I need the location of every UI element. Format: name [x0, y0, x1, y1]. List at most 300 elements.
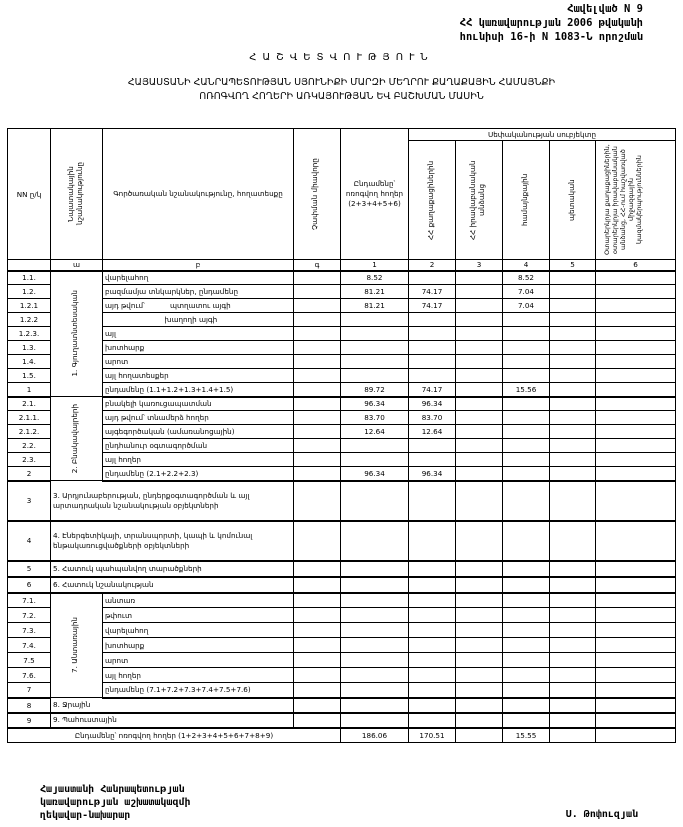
value-c5	[550, 608, 596, 623]
value-total	[341, 355, 409, 369]
table-row	[8, 425, 676, 439]
value-c3	[456, 668, 503, 683]
value-c6	[596, 593, 676, 608]
value-c5	[550, 653, 596, 668]
value-c2	[409, 453, 456, 467]
value-c3	[456, 653, 503, 668]
row-description: արոտ	[103, 653, 294, 668]
value-c5	[550, 327, 596, 341]
value-c5	[550, 397, 596, 411]
value-c5	[550, 299, 596, 313]
value-c6	[596, 341, 676, 355]
unit-cell	[294, 683, 341, 698]
table-row	[8, 411, 676, 425]
value-c6	[596, 638, 676, 653]
value-cell	[596, 521, 676, 561]
row-description: թփուտ	[103, 608, 294, 623]
value-c6	[596, 425, 676, 439]
row-description: անտառ	[103, 593, 294, 608]
value-c3	[456, 327, 503, 341]
table-row	[8, 285, 676, 299]
table-row	[8, 355, 676, 369]
row-description: ընդհանուր օգտագործման	[103, 439, 294, 453]
table-row	[8, 561, 676, 577]
row-number: 1.1.	[8, 271, 51, 285]
row-description: այլ հողեր	[103, 453, 294, 467]
value-c3	[456, 623, 503, 638]
value-c4	[503, 313, 550, 327]
unit-cell	[294, 638, 341, 653]
value-cell	[503, 698, 550, 713]
value-cell	[596, 713, 676, 728]
value-c2	[409, 327, 456, 341]
table-row	[8, 638, 676, 653]
unit-cell	[294, 369, 341, 383]
value-c3	[456, 397, 503, 411]
row-description: 4. Էներգետիկայի, տրանսպորտի, կապի և կոմունալ ենթակառուցվածքների օբյեկտների	[51, 521, 294, 561]
row-number: 7.5	[8, 653, 51, 668]
row-description: արոտ	[103, 355, 294, 369]
table-row	[8, 467, 676, 481]
unit-cell	[294, 341, 341, 355]
value-c5	[550, 383, 596, 397]
category-cell	[51, 271, 103, 397]
index-cell: 5	[550, 260, 596, 271]
row-number: 1.2.	[8, 285, 51, 299]
unit-cell	[294, 608, 341, 623]
row-number: 9	[8, 713, 51, 728]
value-c2	[409, 623, 456, 638]
value-c6	[596, 623, 676, 638]
value-c3	[456, 411, 503, 425]
value-c4	[503, 467, 550, 481]
index-cell	[8, 260, 51, 271]
value-c2	[409, 608, 456, 623]
index-cell: 3	[456, 260, 503, 271]
table-row	[8, 713, 676, 728]
index-cell: 2	[409, 260, 456, 271]
value-c3	[456, 425, 503, 439]
value-c5	[550, 341, 596, 355]
row-number: 7.4.	[8, 638, 51, 653]
value-total	[341, 369, 409, 383]
value-cell	[409, 521, 456, 561]
value-c4	[503, 683, 550, 698]
row-description: ընդամենը (1.1+1.2+1.3+1.4+1.5)	[103, 383, 294, 397]
value-c4	[503, 369, 550, 383]
document-title: ՀԱՇՎԵՏՎՈՒԹՅՈՒՆ	[249, 52, 434, 63]
value-c2	[409, 271, 456, 285]
value-c4	[503, 608, 550, 623]
value-total	[341, 327, 409, 341]
value-c2	[409, 313, 456, 327]
row-description: 8. Ջրային	[51, 698, 294, 713]
unit-cell	[294, 299, 341, 313]
table-row	[8, 521, 676, 561]
row-number: 4	[8, 521, 51, 561]
value-cell	[294, 577, 341, 593]
value-c3	[456, 453, 503, 467]
signer-name: Ս. Թոփուզյան	[565, 809, 638, 820]
category-label: 1. Գյուղատնտեսական	[69, 290, 79, 378]
value-cell	[596, 561, 676, 577]
row-description: այլ	[103, 327, 294, 341]
header-col4: համայնքային	[520, 173, 529, 227]
value-c6	[596, 327, 676, 341]
unit-cell	[294, 623, 341, 638]
row-description: ընդամենը (7.1+7.2+7.3+7.4+7.5+7.6)	[103, 683, 294, 698]
row-number: 1.2.3.	[8, 327, 51, 341]
row-description: խաղողի այգի	[103, 313, 294, 327]
value-c5	[550, 313, 596, 327]
unit-cell	[294, 593, 341, 608]
header-total: Ընդամենը՝ ոռոգվող հողեր (2+3+4+5+6)	[341, 129, 409, 260]
value-c4	[503, 668, 550, 683]
value-c3	[456, 593, 503, 608]
value-cell	[596, 577, 676, 593]
table-row	[8, 341, 676, 355]
value-c6	[596, 397, 676, 411]
row-description: վարելահող	[103, 623, 294, 638]
value-c4	[503, 638, 550, 653]
category-cell	[51, 397, 103, 481]
value-c6	[596, 467, 676, 481]
grand-total-row	[8, 728, 676, 743]
value-c5	[550, 683, 596, 698]
row-number: 1.2.1	[8, 299, 51, 313]
unit-cell	[294, 411, 341, 425]
value-c2	[409, 593, 456, 608]
annex-number: Հավելված N 9	[567, 3, 643, 15]
value-cell	[294, 561, 341, 577]
table-row	[8, 653, 676, 668]
value-total	[341, 668, 409, 683]
value-cell	[503, 561, 550, 577]
row-number: 8	[8, 698, 51, 713]
value-c4	[503, 425, 550, 439]
row-number: 7.1.	[8, 593, 51, 608]
header-description: Գործառական նշանակությունը, հողատեսքը	[103, 129, 294, 260]
table-row	[8, 397, 676, 411]
grand-total-c2: 170.51	[409, 728, 456, 743]
unit-cell	[294, 425, 341, 439]
footer-position	[40, 783, 191, 822]
header-distribution: Սեփականության սուբյեկտը	[409, 129, 676, 141]
table-row	[8, 299, 676, 313]
value-cell	[503, 713, 550, 728]
value-total: 96.34	[341, 467, 409, 481]
row-number: 6	[8, 577, 51, 593]
value-c5	[550, 623, 596, 638]
value-total	[341, 623, 409, 638]
index-cell: ա	[51, 260, 103, 271]
value-c3	[456, 608, 503, 623]
value-c3	[456, 383, 503, 397]
row-description: այգեգործական (ամառանոցային)	[103, 425, 294, 439]
row-description: խոտհարք	[103, 341, 294, 355]
value-cell	[409, 577, 456, 593]
value-cell	[341, 713, 409, 728]
value-c4	[503, 397, 550, 411]
value-cell	[341, 521, 409, 561]
unit-cell	[294, 383, 341, 397]
value-c2: 83.70	[409, 411, 456, 425]
value-cell	[456, 561, 503, 577]
row-description: 6. Հատուկ նշանակության	[51, 577, 294, 593]
table-row	[8, 271, 676, 285]
value-c4	[503, 327, 550, 341]
value-c3	[456, 439, 503, 453]
row-number: 1.4.	[8, 355, 51, 369]
unit-cell	[294, 668, 341, 683]
row-number: 2.1.	[8, 397, 51, 411]
unit-cell	[294, 453, 341, 467]
row-description: այդ թվում՝ տնամերձ հողեր	[103, 411, 294, 425]
value-c4	[503, 355, 550, 369]
subtitle-line-2: ՈՌՈԳՎՈՂ ՀՈՂԵՐԻ ԱՌԿԱՅՈՒԹՅԱՆ ԵՎ ԲԱՇԽՄԱՆ ՄԱՍԻՆ	[199, 91, 484, 102]
value-cell	[550, 713, 596, 728]
value-cell	[409, 481, 456, 521]
table-row	[8, 698, 676, 713]
value-total: 81.21	[341, 299, 409, 313]
header-col6: Օտարերկրյա քաղաքացիներին, օտարերկրյա իրավաբանական անձանց, ՀՀ-ում հաշվառված միջազգային կազմակերպություններին	[602, 144, 643, 256]
index-cell: գ	[294, 260, 341, 271]
value-c2	[409, 439, 456, 453]
index-cell: 1	[341, 260, 409, 271]
value-c4	[503, 439, 550, 453]
value-c5	[550, 355, 596, 369]
value-c4: 8.52	[503, 271, 550, 285]
value-c6	[596, 271, 676, 285]
value-c4	[503, 411, 550, 425]
value-cell	[550, 521, 596, 561]
table-row	[8, 369, 676, 383]
row-number: 1.5.	[8, 369, 51, 383]
value-c2: 74.17	[409, 383, 456, 397]
table-row	[8, 383, 676, 397]
footer-line-3: ղեկավար-նախարար	[40, 810, 131, 821]
value-total	[341, 683, 409, 698]
row-number: 7	[8, 683, 51, 698]
row-number: 2.3.	[8, 453, 51, 467]
unit-cell	[294, 439, 341, 453]
grand-total-c6	[596, 728, 676, 743]
value-c5	[550, 453, 596, 467]
row-description: այլ հողեր	[103, 668, 294, 683]
value-c2: 74.17	[409, 299, 456, 313]
value-total: 81.21	[341, 285, 409, 299]
value-c2: 74.17	[409, 285, 456, 299]
row-number: 5	[8, 561, 51, 577]
value-cell	[503, 481, 550, 521]
grand-total-c5	[550, 728, 596, 743]
value-c6	[596, 313, 676, 327]
value-c3	[456, 467, 503, 481]
value-cell	[341, 698, 409, 713]
value-c2	[409, 653, 456, 668]
value-c6	[596, 608, 676, 623]
value-c3	[456, 271, 503, 285]
unit-cell	[294, 467, 341, 481]
value-c2	[409, 369, 456, 383]
value-c4	[503, 593, 550, 608]
index-cell: բ	[103, 260, 294, 271]
value-c6	[596, 683, 676, 698]
value-total	[341, 593, 409, 608]
row-description: բազմամյա տնկարկներ, ընդամենը	[103, 285, 294, 299]
value-c5	[550, 439, 596, 453]
value-c6	[596, 355, 676, 369]
value-cell	[456, 521, 503, 561]
table-row	[8, 623, 676, 638]
value-total	[341, 453, 409, 467]
value-c3	[456, 638, 503, 653]
value-c5	[550, 271, 596, 285]
table-row	[8, 439, 676, 453]
value-c3	[456, 313, 503, 327]
row-description: ընդամենը (2.1+2.2+2.3)	[103, 467, 294, 481]
value-c4: 7.04	[503, 285, 550, 299]
annex-decision: հունիսի 16-ի N 1083-Ն որոշման	[459, 31, 643, 43]
row-description: բնակելի կառուցապատման	[103, 397, 294, 411]
value-cell	[596, 481, 676, 521]
header-category: Նպատակային նշանակությունը	[65, 162, 84, 226]
row-description: 9. Պահուստային	[51, 713, 294, 728]
header-nn: NN ը/կ	[8, 129, 51, 260]
footer-line-2: կառավարության աշխատակազմի	[40, 797, 191, 808]
row-number: 1	[8, 383, 51, 397]
value-c5	[550, 593, 596, 608]
table-row	[8, 313, 676, 327]
row-number: 2.2.	[8, 439, 51, 453]
value-c4	[503, 653, 550, 668]
value-c5	[550, 411, 596, 425]
value-cell	[550, 561, 596, 577]
row-number: 2	[8, 467, 51, 481]
table-row	[8, 593, 676, 608]
header-col2: ՀՀ քաղաքացիներին	[426, 160, 435, 240]
row-number: 3	[8, 481, 51, 521]
value-c6	[596, 453, 676, 467]
index-cell: 6	[596, 260, 676, 271]
value-c6	[596, 285, 676, 299]
row-description: վարելահող	[103, 271, 294, 285]
row-description: այլ հողատեսքեր	[103, 369, 294, 383]
row-number: 2.1.2.	[8, 425, 51, 439]
value-c4	[503, 623, 550, 638]
value-cell	[456, 698, 503, 713]
value-c6	[596, 299, 676, 313]
value-total: 96.34	[341, 397, 409, 411]
value-c5	[550, 467, 596, 481]
value-c6	[596, 439, 676, 453]
value-c6	[596, 369, 676, 383]
value-cell	[341, 577, 409, 593]
value-total	[341, 608, 409, 623]
value-total	[341, 653, 409, 668]
value-c3	[456, 285, 503, 299]
value-total	[341, 341, 409, 355]
value-cell	[294, 698, 341, 713]
value-c2: 96.34	[409, 467, 456, 481]
value-c2	[409, 638, 456, 653]
value-cell	[503, 521, 550, 561]
value-c2	[409, 668, 456, 683]
value-c2: 96.34	[409, 397, 456, 411]
value-cell	[596, 698, 676, 713]
value-c2	[409, 683, 456, 698]
table-row	[8, 668, 676, 683]
value-c6	[596, 653, 676, 668]
value-total: 12.64	[341, 425, 409, 439]
land-report-table	[7, 128, 676, 743]
row-description: խոտհարք	[103, 638, 294, 653]
value-c6	[596, 383, 676, 397]
table-row	[8, 327, 676, 341]
index-cell: 4	[503, 260, 550, 271]
value-c5	[550, 425, 596, 439]
row-number: 1.2.2	[8, 313, 51, 327]
value-c5	[550, 668, 596, 683]
value-cell	[294, 713, 341, 728]
value-cell	[456, 481, 503, 521]
unit-cell	[294, 327, 341, 341]
value-total: 8.52	[341, 271, 409, 285]
index-row	[8, 260, 676, 271]
value-cell	[550, 577, 596, 593]
value-c4	[503, 453, 550, 467]
value-cell	[341, 481, 409, 521]
value-c3	[456, 299, 503, 313]
value-total	[341, 638, 409, 653]
grand-total-c3	[456, 728, 503, 743]
row-description: այդ թվում՝ պտղատու այգի	[103, 299, 294, 313]
grand-total-total: 186.06	[341, 728, 409, 743]
table-row	[8, 453, 676, 467]
value-c3	[456, 369, 503, 383]
header-unit: Չափման միավորը	[310, 158, 319, 230]
row-description: 3. Արդյունաբերության, ընդերքօգտագործման և այլ արտադրական նշանակության օբյեկտների	[51, 481, 294, 521]
row-number: 7.2.	[8, 608, 51, 623]
value-cell	[456, 713, 503, 728]
grand-total-c4: 15.55	[503, 728, 550, 743]
value-cell	[294, 481, 341, 521]
value-cell	[409, 713, 456, 728]
value-total: 83.70	[341, 411, 409, 425]
subtitle-line-1: ՀԱՅԱՍՏԱՆԻ ՀԱՆՐԱՊԵՏՈՒԹՅԱՆ ՍՅՈՒՆԻՔԻ ՄԱՐԶԻ ՄԵՂՐՈՒ ՔԱՂԱՔԱՅԻՆ ՀԱՄԱՅՆՔԻ	[127, 77, 556, 88]
value-cell	[456, 577, 503, 593]
unit-cell	[294, 355, 341, 369]
row-number: 2.1.1.	[8, 411, 51, 425]
unit-cell	[294, 313, 341, 327]
table-row	[8, 683, 676, 698]
grand-total-label: Ընդամենը՝ ոռոգվող հողեր (1+2+3+4+5+6+7+8+9)	[8, 728, 341, 743]
value-cell	[409, 698, 456, 713]
value-c2	[409, 355, 456, 369]
category-cell	[51, 593, 103, 698]
annex-header	[460, 2, 643, 44]
value-c3	[456, 683, 503, 698]
row-number: 7.6.	[8, 668, 51, 683]
header-col3: ՀՀ իրավաբանական անձանց	[468, 160, 486, 240]
footer-line-1: Հայաստանի Հանրապետության	[40, 784, 185, 795]
value-total	[341, 313, 409, 327]
value-total: 89.72	[341, 383, 409, 397]
value-c5	[550, 638, 596, 653]
annex-government: ՀՀ կառավարության 2006 թվականի	[459, 17, 643, 29]
row-number: 1.3.	[8, 341, 51, 355]
unit-cell	[294, 397, 341, 411]
